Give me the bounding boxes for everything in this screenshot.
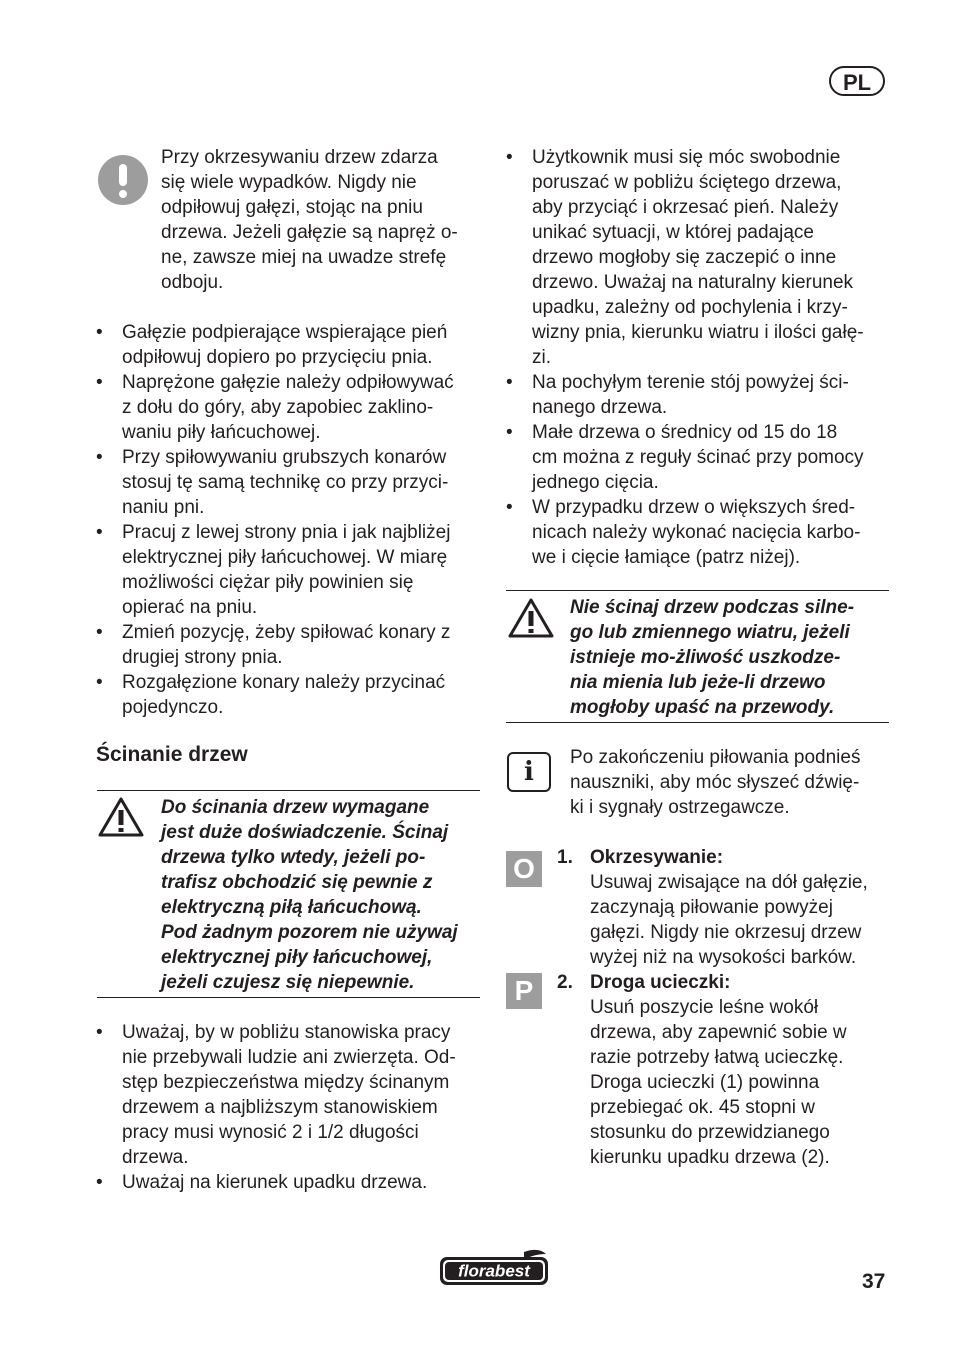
text-line: jednego cięcia. <box>532 472 659 493</box>
text-line: opierać na pniu. <box>122 597 258 618</box>
text-line: zi. <box>532 347 551 368</box>
divider <box>506 590 889 591</box>
text-line: odpiłowuj gałęzi, stojąc na pniu <box>161 197 423 218</box>
divider <box>506 722 889 723</box>
text-line: unikać sytuacji, w której padające <box>532 222 814 243</box>
text-line: we i cięcie łamiące (patrz niżej). <box>532 547 801 568</box>
text-line: pojedynczo. <box>122 697 224 718</box>
left-bullet-list-2 <box>96 1020 486 1195</box>
text-line: poruszać w pobliżu ściętego drzewa, <box>532 172 842 193</box>
text-line: • Małe drzewa o średnicy od 15 do 18 <box>532 422 838 443</box>
text-line: Do ścinania drzew wymagane <box>161 797 430 818</box>
text-line: drzewo. Uważaj na naturalny kierunek <box>532 272 854 293</box>
text-line: z dołu do góry, aby zapobiec zaklino- <box>122 397 434 418</box>
list-item <box>506 145 896 370</box>
text-line: drugiej strony pnia. <box>122 647 283 668</box>
text-line: ne, zawsze miej na uwadze strefę <box>161 247 447 268</box>
step-title: Droga ucieczki: <box>590 972 731 993</box>
step-letter-p: P <box>506 973 542 1009</box>
text-line: • Na pochyłym terenie stój powyżej ści- <box>532 372 849 393</box>
text-line: Po zakończeniu piłowania podnieś <box>570 747 861 768</box>
text-line: waniu piły łańcuchowej. <box>122 422 321 443</box>
text-line: drzewem a najbliższym stanowiskiem <box>122 1097 438 1118</box>
step-letter-o: O <box>506 851 542 887</box>
text-line: Usuwaj zwisające na dół gałęzie, <box>590 872 868 893</box>
text-line: • Uważaj, by w pobliżu stanowiska pracy <box>122 1022 451 1043</box>
section-title: Ścinanie drzew <box>96 743 248 766</box>
text-line: możliwości ciężar piły powinien się <box>122 572 414 593</box>
warning-triangle-icon <box>507 597 555 639</box>
language-badge: PL <box>829 66 885 96</box>
list-item <box>96 370 486 445</box>
text-line: nanego drzewa. <box>532 397 668 418</box>
svg-text:florabest: florabest <box>458 1261 530 1281</box>
list-item <box>506 495 896 570</box>
list-item <box>96 320 486 370</box>
text-line: nauszniki, aby móc słyszeć dźwię- <box>570 772 860 793</box>
text-line: Droga ucieczki (1) powinna <box>590 1072 820 1093</box>
text-line: drzewa. Jeżeli gałęzie są napręż o- <box>161 222 458 243</box>
text-line: nicach należy wykonać nacięcia karbo- <box>532 522 861 543</box>
text-line: jest duże doświadczenie. Ścinaj <box>161 822 449 843</box>
text-line: zaczynają piłowanie powyżej <box>590 897 833 918</box>
text-line: Nie ścinaj drzew podczas silne- <box>570 597 855 618</box>
text-line: drzewo mogłoby się zaczepić o inne <box>532 247 837 268</box>
text-line: jeżeli czujesz się niepewnie. <box>161 972 415 993</box>
text-line: drzewa, aby zapewnić sobie w <box>590 1022 847 1043</box>
text-line: elektrycznej piły łańcuchowej. W miarę <box>122 547 448 568</box>
text-line: • Rozgałęzione konary należy przycinać <box>122 672 446 693</box>
divider <box>97 997 480 998</box>
text-line: kierunku upadku drzewa (2). <box>590 1147 830 1168</box>
text-line: wyżej niż na wysokości barków. <box>590 947 857 968</box>
page-number: 37 <box>862 1270 886 1293</box>
step-title: Okrzesywanie: <box>590 847 724 868</box>
text-line: trafisz obchodzić się pewnie z <box>161 872 433 893</box>
text-line: Usuń poszycie leśne wokół <box>590 997 819 1018</box>
text-line: stosuj tę samą technikę co przy przyci- <box>122 472 449 493</box>
text-line: ki i sygnały ostrzegawcze. <box>570 797 790 818</box>
text-line: • Uważaj na kierunek upadku drzewa. <box>122 1172 428 1193</box>
text-line: aby przyciąć i okrzesać pień. Należy <box>532 197 839 218</box>
list-item <box>96 520 486 620</box>
text-line: nia mienia lub jeże-li drzewo <box>570 672 826 693</box>
list-item <box>96 620 486 670</box>
text-line: Pod żadnym pozorem nie używaj <box>161 922 458 943</box>
list-item <box>96 670 486 720</box>
list-item <box>96 1020 486 1170</box>
text-line: elektryczną piłą łańcuchową. <box>161 897 422 918</box>
text-line: drzewa. <box>122 1147 189 1168</box>
left-bullet-list <box>96 320 486 720</box>
text-line: stosunku do przewidzianego <box>590 1122 830 1143</box>
text-line: gałęzi. Nigdy nie okrzesuj drzew <box>590 922 862 943</box>
text-line: odboju. <box>161 272 224 293</box>
text-line: mogłoby upaść na przewody. <box>570 697 835 718</box>
divider <box>97 790 480 791</box>
text-line: • W przypadku drzew o większych śred- <box>532 497 856 518</box>
text-line: • Naprężone gałęzie należy odpiłowywać <box>122 372 454 393</box>
list-item <box>506 370 896 420</box>
intro-warning-text <box>161 145 481 295</box>
step-body <box>590 995 900 1170</box>
list-item <box>506 420 896 495</box>
text-line: pracy musi wynosić 2 i 1/2 długości <box>122 1122 419 1143</box>
text-line: go lub zmiennego wiatru, jeżeli <box>570 622 850 643</box>
step-number: 1. <box>557 847 573 868</box>
list-item <box>96 1170 486 1195</box>
text-line: drzewa tylko wtedy, jeżeli po- <box>161 847 426 868</box>
step-number: 2. <box>557 972 573 993</box>
text-line: • Pracuj z lewej strony pnia i jak najbliżej <box>122 522 451 543</box>
text-line: • Użytkownik musi się móc swobodnie <box>532 147 841 168</box>
text-line: istnieje mo-żliwość uszkodze- <box>570 647 841 668</box>
step-body <box>590 870 900 970</box>
text-line: razie potrzeby łatwą ucieczkę. <box>590 1047 844 1068</box>
text-line: Przy okrzesywaniu drzew zdarza <box>161 147 438 168</box>
text-line: się wiele wypadków. Nigdy nie <box>161 172 417 193</box>
florabest-logo <box>438 1248 550 1288</box>
right-warning-text <box>570 595 890 720</box>
text-line: przebiegać ok. 45 stopni w <box>590 1097 815 1118</box>
text-line: • Zmień pozycję, żeby spiłować konary z <box>122 622 451 643</box>
list-item <box>96 445 486 520</box>
text-line: • Gałęzie podpierające wspierające pień <box>122 322 448 343</box>
text-line: upadku, zależny od pochylenia i krzy- <box>532 297 848 318</box>
text-line: naniu pni. <box>122 497 205 518</box>
warning-triangle-icon <box>97 796 145 838</box>
text-line: cm można z reguły ścinać przy pomocy <box>532 447 864 468</box>
right-bullet-list <box>506 145 896 570</box>
text-line: stęp bezpieczeństwa między ścinanym <box>122 1072 450 1093</box>
text-line: odpiłowuj dopiero po przycięciu pnia. <box>122 347 433 368</box>
text-line: • Przy spiłowywaniu grubszych konarów <box>122 447 447 468</box>
left-warning-text <box>161 795 483 995</box>
exclamation-icon <box>98 155 148 205</box>
text-line: elektrycznej piły łańcuchowej, <box>161 947 433 968</box>
info-text <box>570 745 890 820</box>
text-line: wizny pnia, kierunku wiatru i ilości gałę- <box>532 322 864 343</box>
text-line: nie przebywali ludzie ani zwierzęta. Od- <box>122 1047 456 1068</box>
info-icon: i <box>507 752 551 792</box>
